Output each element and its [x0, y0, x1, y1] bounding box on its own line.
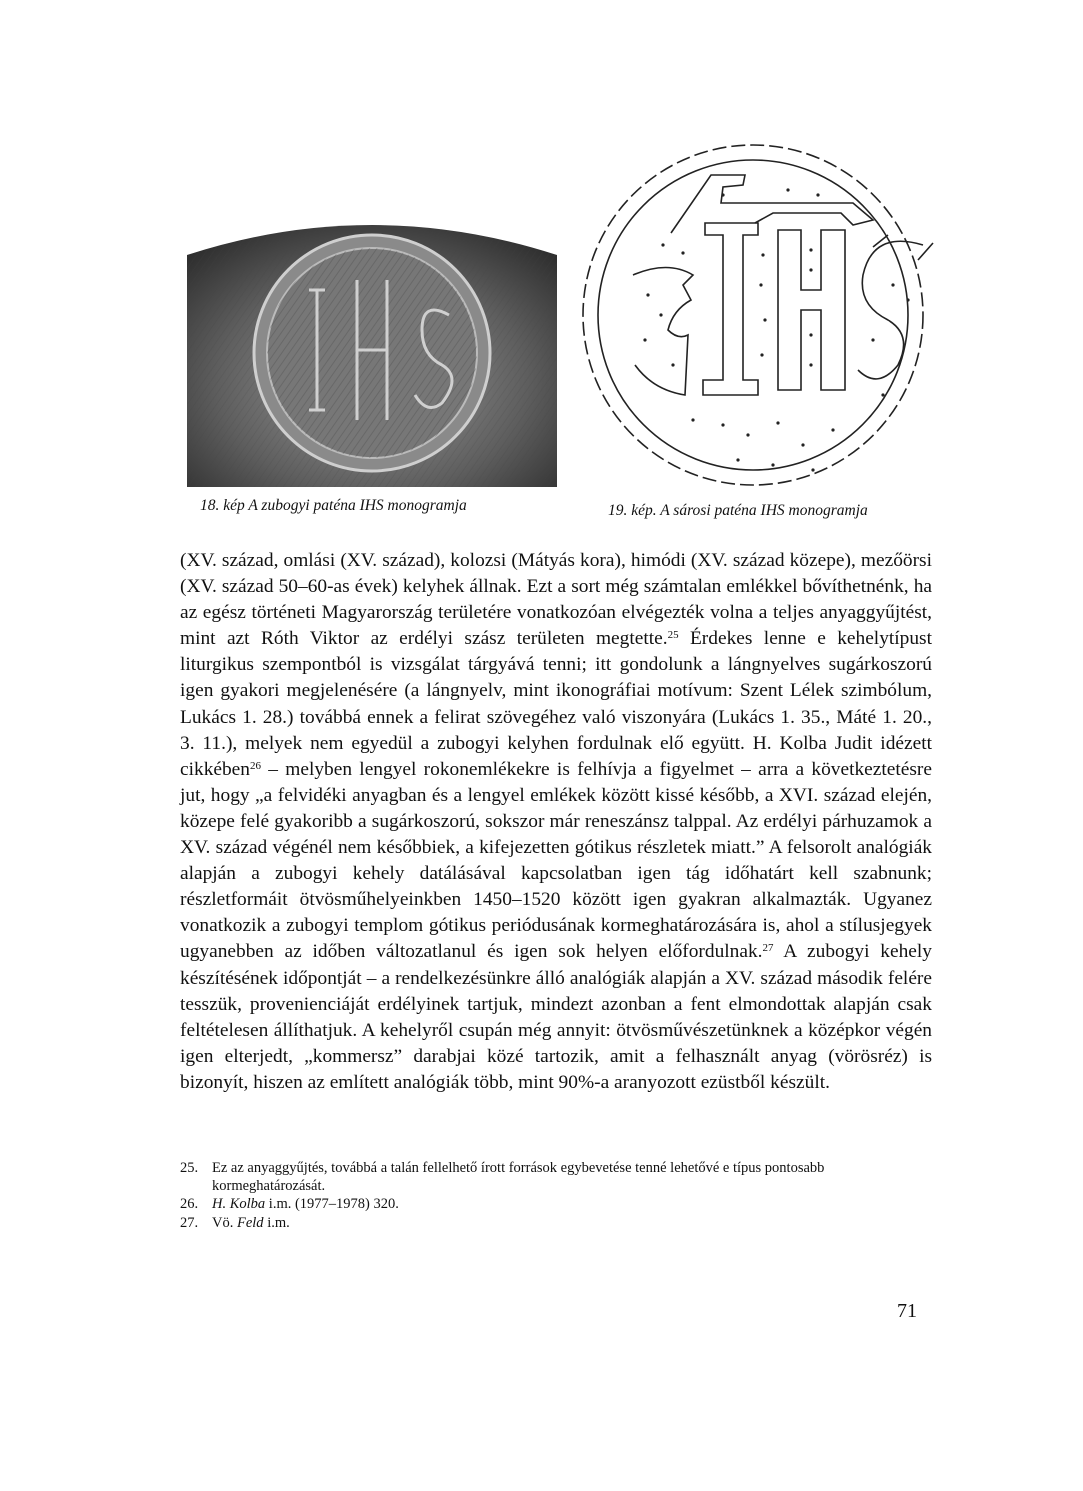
footnotes — [180, 1160, 932, 1233]
figure-18-caption: 18. kép A zubogyi paténa IHS monogramja — [200, 497, 467, 514]
footnote-25 — [180, 1160, 932, 1195]
footnote-ref-26[interactable]: 26 — [250, 759, 261, 772]
paragraph-part: (XV. század, omlási (XV. század), kolozsi (Mátyás kora), himódi (XV. század közepe), mezőörsi (XV. század 50–60-as évek) kelyhek állnak. Ezt a sort még számtalan emlékkel bővíthetnénk, ha az egész történeti Magyarország területére vonatkozóan elvégezték volna a teljes anyaggyűjtést, mint azt Róth Viktor az erdélyi szász területen megtette. — [180, 550, 932, 650]
footnote-text: i.m. — [263, 1214, 290, 1231]
footnote-text: Ez az anyaggyűjtés, továbbá a talán fellelhető írott források egybevetése tenné lehetővé e típus pontosabb kormeghatározását. — [212, 1160, 825, 1194]
figure-18-photo — [187, 205, 557, 487]
paragraph-part: – melyben lengyel rokonemlékekre is felhívja a figyelmet – arra a következtetésre jut, hogy „a felvidéki anyagban és a lengyel emlékek között kissé később, a XVI. század elején, közepe felé gyakoribb a sugárkoszorú, sokszor már reneszánsz talppal. Az erdélyi párhuzamok a XV. század végénél nem későbbiek, a kifejezetten gótikus részletek miatt.” A felsorolt analógiák alapján a zubogyi kehely datálásával kapcsolatban igen tág időhatárt kell szabnunk; részletformáit ötvösműhelyeinkben 1450–1520 között igen gyakran alkalmazták. Ugyanez vonatkozik a zubogyi templom gótikus periódusának kormeghatározására is, ahol a stílusjegyek ugyanebben az időben változatlanul és igen sok helyen előfordulnak. — [180, 758, 932, 963]
footnote-text: i.m. (1977–1978) 320. — [265, 1196, 399, 1212]
footnote-number: 25. — [180, 1160, 199, 1176]
footnote-ref-25[interactable]: 25 — [667, 629, 679, 642]
figure-19-drawing — [573, 125, 953, 505]
footnote-number: 27. — [180, 1214, 199, 1231]
footnote-26 — [180, 1196, 932, 1214]
footnote-number: 26. — [180, 1196, 199, 1212]
footnote-27 — [180, 1215, 932, 1233]
page-number: 71 — [897, 1300, 917, 1322]
footnote-ref-27[interactable]: 27 — [762, 942, 774, 955]
figure-19-caption: 19. kép. A sárosi paténa IHS monogramja — [608, 502, 868, 519]
body-text — [180, 548, 932, 1096]
footnote-author: Feld — [236, 1214, 264, 1231]
paragraph-part: A zubogyi kehely készítésének időpontját – a rendelkezésünkre álló analógiák alapján a XV. század második felére tesszük, provenienciáját erdélyinek tartjuk, mindezt azonban a fent elmondottak alapján csak feltételesen állíthatjuk. A kehelyről csupán még annyit: ötvösművészetünknek a középkor végén igen elterjedt, „kommersz” darabjai közé tartozik, amit a felhasznált anyag (vörösréz) is bizonyít, hiszen az említett analógiák több, mint 90%-a aranyozott ezüstből készült. — [180, 941, 932, 1093]
footnote-author: H. Kolba — [212, 1196, 266, 1212]
paragraph-part: Érdekes lenne e kehelytípust liturgikus szempontból is vizsgálat tárgyává tenni; itt gondolunk a lángnyelves sugárkoszorú igen gyakori megjelenésére (a lángnyelv, mint ikonográfiai motívum: Szent Lélek szimbólum, Lukács 1. 28.) továbbá ennek a felirat szövegéhez való viszonyára (Lukács 1. 35., Máté 1. 20., 3. 11.), melyek nem egyedül a zubogyi kelyhen fordulnak elő együtt. H. Kolba Judit idézett cikkében — [180, 628, 932, 780]
footnote-prefix: Vö. — [212, 1214, 237, 1231]
